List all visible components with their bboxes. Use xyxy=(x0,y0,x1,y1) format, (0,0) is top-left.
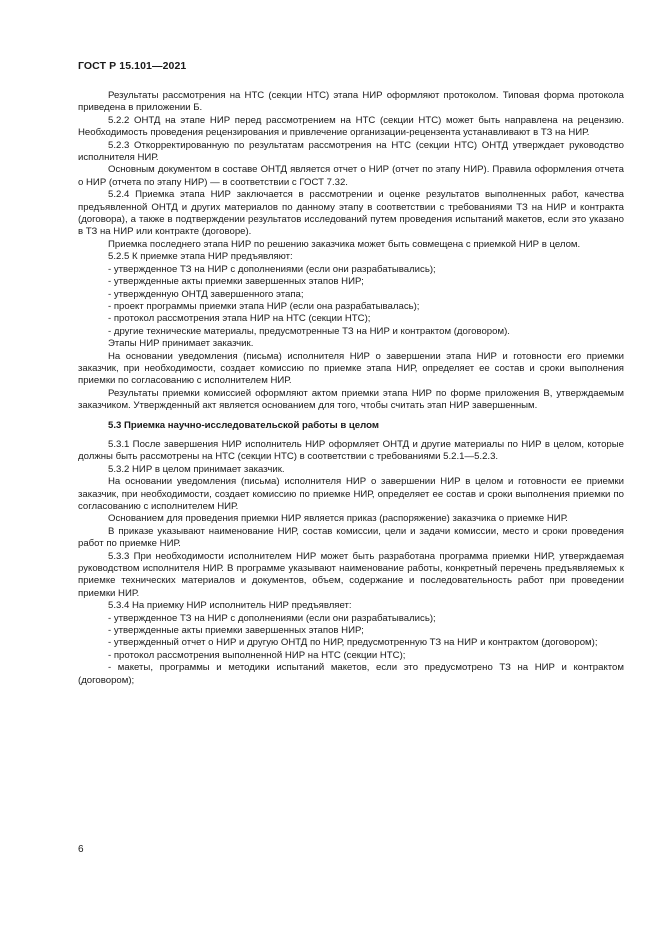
paragraph: 5.2.4 Приемка этапа НИР заключается в рассмотрении и оценке результатов выполненных работ, качества предъявленной ОНТД и других материалов по данному этапу в соответствии с требованиями ТЗ на НИР и контракта (договора), а также в подтверждении результатов исследований путем проведения испытаний макетов, если это указано в ТЗ на НИР или контракте (договоре). xyxy=(78,189,624,238)
paragraph: В приказе указывают наименование НИР, состав комиссии, цели и задачи комиссии, место и сроки проведения работ по приемке НИР. xyxy=(78,525,624,550)
paragraph: 5.3.4 На приемку НИР исполнитель НИР предъявляет: xyxy=(108,600,352,612)
standard-header: ГОСТ Р 15.101—2021 xyxy=(78,60,187,72)
section-spacer xyxy=(78,413,624,420)
list-item: - утвержденные акты приемки завершенных этапов НИР; xyxy=(108,625,364,637)
list-item: - утвержденное ТЗ на НИР с дополнениями (если они разрабатывались); xyxy=(108,612,436,624)
paragraph: На основании уведомления (письма) исполнителя НИР о завершении этапа НИР и готовности его приемки заказчик, при необходимости, создает комиссию по приемке этапа НИР, определяет ее состав и сроки выполнения приемки по согласованию с исполнителем НИР. xyxy=(78,350,624,387)
paragraph: 5.3.3 При необходимости исполнителем НИР может быть разработана программа приемки НИР, утверждаемая руководством исполнителя НИР. В программе указывают наименование работы, конкретный перечень предъявляемых к приемке технических материалов и документов, объем, содержание и последовательность работ при проведении приемки НИР. xyxy=(78,550,624,599)
list-item: - другие технические материалы, предусмотренные ТЗ на НИР и контрактом (договором). xyxy=(108,325,510,337)
page-number: 6 xyxy=(78,844,84,855)
paragraph: 5.3.1 После завершения НИР исполнитель НИР оформляет ОНТД и другие материалы по НИР в целом, которые должны быть рассмотрены на НТС (секции НТС) в соответствии с требованиями 5.2.1—5.2.3. xyxy=(78,438,624,463)
paragraph: 5.2.2 ОНТД на этапе НИР перед рассмотрением на НТС (секции НТС) может быть направлена на рецензию. Необходимость проведения рецензирования и привлечение организации-рецензента устанавливают в ТЗ на НИР. xyxy=(78,114,624,139)
paragraph: 5.3.2 НИР в целом принимает заказчик. xyxy=(108,463,285,475)
list-item: - утвержденные акты приемки завершенных этапов НИР; xyxy=(108,276,364,288)
section-spacer xyxy=(78,432,624,439)
list-item: - протокол рассмотрения этапа НИР на НТС (секции НТС); xyxy=(108,313,371,325)
paragraph: 5.2.5 К приемке этапа НИР предъявляют: xyxy=(108,251,293,263)
paragraph: Результаты приемки комиссией оформляют актом приемки этапа НИР по форме приложения В, утверждаемым заказчиком. Утвержденный акт является основанием для того, чтобы считать этап НИР завершенным. xyxy=(78,387,624,412)
paragraph: Приемка последнего этапа НИР по решению заказчика может быть совмещена с приемкой НИР в целом. xyxy=(108,238,581,250)
list-item: - протокол рассмотрения выполненной НИР на НТС (секции НТС); xyxy=(108,649,406,661)
paragraph: Результаты рассмотрения на НТС (секции НТС) этапа НИР оформляют протоколом. Типовая форма протокола приведена в приложении Б. xyxy=(78,90,624,114)
paragraph: Основанием для проведения приемки НИР является приказ (распоряжение) заказчика о приемке НИР. xyxy=(108,513,568,525)
paragraph: 5.2.3 Откорректированную по результатам рассмотрения на НТС (секции НТС) ОНТД утверждает руководство исполнителя НИР. xyxy=(78,139,624,164)
document-body xyxy=(78,90,624,687)
paragraph: Этапы НИР принимает заказчик. xyxy=(108,338,254,350)
section-heading: 5.3 Приемка научно-исследовательской работы в целом xyxy=(108,419,379,431)
list-item: - макеты, программы и методики испытаний макетов, если это предусмотрено ТЗ на НИР и контрактом (договором); xyxy=(78,662,624,686)
list-item: - проект программы приемки этапа НИР (если она разрабатывалась); xyxy=(108,300,420,312)
list-item: - утвержденный отчет о НИР и другую ОНТД по НИР, предусмотренную ТЗ на НИР и контрактом (договором); xyxy=(108,637,598,649)
list-item: - утвержденное ТЗ на НИР с дополнениями (если они разрабатывались); xyxy=(108,263,436,275)
paragraph: На основании уведомления (письма) исполнителя НИР о завершении НИР в целом и готовности ее приемки заказчик, при необходимости, создает комиссию по приемке НИР, определяет ее состав и сроки выполнения приемки по согласованию с исполнителем НИР. xyxy=(78,476,624,512)
list-item: - утвержденную ОНТД завершенного этапа; xyxy=(108,288,304,300)
paragraph: Основным документом в составе ОНТД является отчет о НИР (отчет по этапу НИР). Правила оформления отчета о НИР (отчета по этапу НИР) — в соответствии с ГОСТ 7.32. xyxy=(78,164,624,188)
